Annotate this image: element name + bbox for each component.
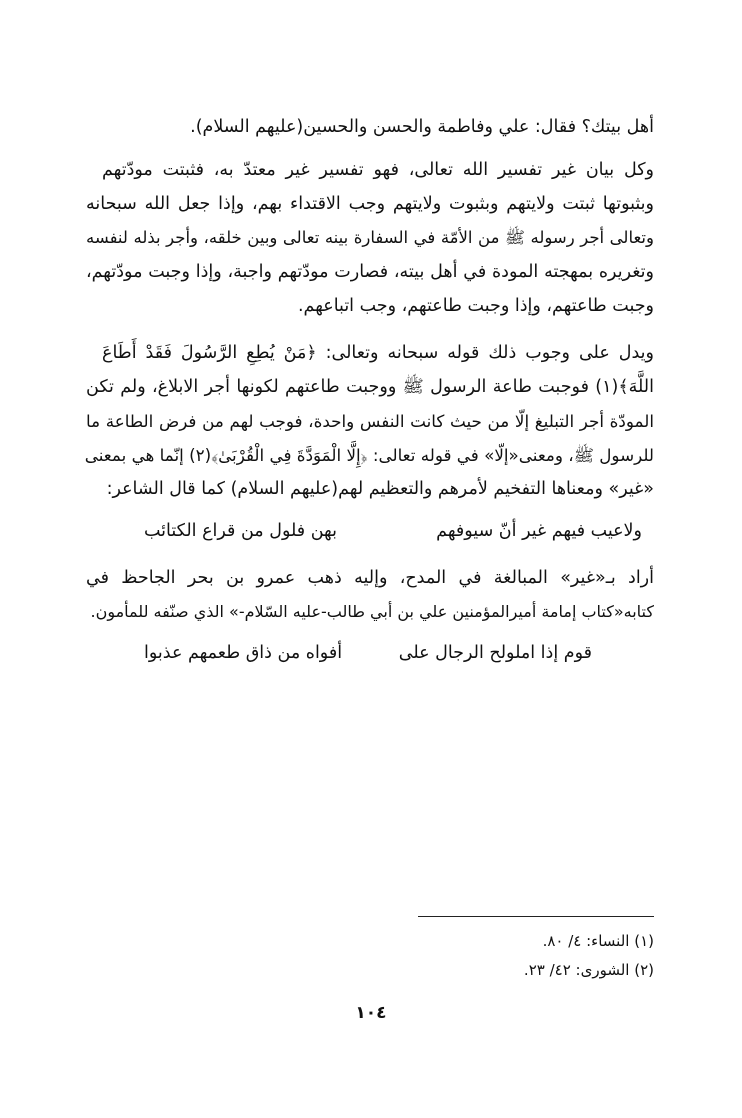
poem-hemistich-second: بهن فلول من قراع الكتائب [144,521,337,541]
text-line: وجبت طاعتهم، وإذا وجبت طاعتهم، وجب اتباعهم. [297,296,654,316]
text-line: المودّة أجر التبليغ إلّا من حيث كانت النفس واحدة، فوجب لهم من فرض الطاعة ما [86,411,654,431]
text-line: ويدل على وجوب ذلك قوله سبحانه وتعالى: ﴿مَنْ يُطِعِ الرَّسُولَ فَقَدْ أَطَاعَ [102,343,654,363]
footnote: (١) النساء: ٤/ ٨٠. [542,932,654,950]
text-line: اللَّهَ﴾(١) فوجبت طاعة الرسول ﷺ ووجبت طاعتهم لكونها أجر الابلاغ، ولم تكن [86,377,654,397]
text-line: أراد بـ«غير» المبالغة في المدح، وإليه ذهب عمرو بن بحر الجاحظ في [86,568,654,588]
page-number: ١٠٤ [355,1003,387,1023]
poem-hemistich-first: قوم إذا املولح الرجال على [398,643,592,663]
footnote-separator [418,916,654,917]
poem-hemistich-second: أفواه من ذاق طعمهم عذبوا [144,643,343,663]
text-line: وبثبوتها ثبتت ولايتهم وبثبوت ولايتهم وجب الاقتداء بهم، وإذا جعل الله سبحانه [86,194,654,214]
text-line: أهل بيتك؟ فقال: علي وفاطمة والحسن والحسين(عليهم السلام). [190,117,654,137]
text-line: وتعالى أجر رسوله ﷺ من الأمّة في السفارة بينه تعالى وبين خلقه، وأجر بذله لنفسه [86,228,654,247]
text-line: للرسول ﷺ، ومعنى«إلّا» في قوله تعالى: ﴿إِلَّا الْمَوَدَّةَ فِي الْقُرْبَىٰ﴾(٢) إنّما هي بمعنى [84,445,654,465]
text-line: وتغريره بمهجته المودة في أهل بيته، فصارت مودّتهم واجبة، وإذا وجبت مودّتهم، [86,262,654,282]
text-line: وكل بيان غير تفسير الله تعالى، فهو تفسير غير معتدّ به، فثبتت مودّتهم [102,160,654,180]
text-line: «غير» ومعناها التفخيم لأمرهم والتعظيم لهم(عليهم السلام) كما قال الشاعر: [106,479,654,499]
footnote: (٢) الشورى: ٤٢/ ٢٣. [523,961,654,979]
poem-hemistich-first: ولاعيب فيهم غير أنّ سيوفهم [436,521,642,541]
text-line: كتابه«كتاب إمامة أميرالمؤمنين علي بن أبي طالب-عليه السّلام-» الذي صنّفه للمأمون. [90,602,654,621]
